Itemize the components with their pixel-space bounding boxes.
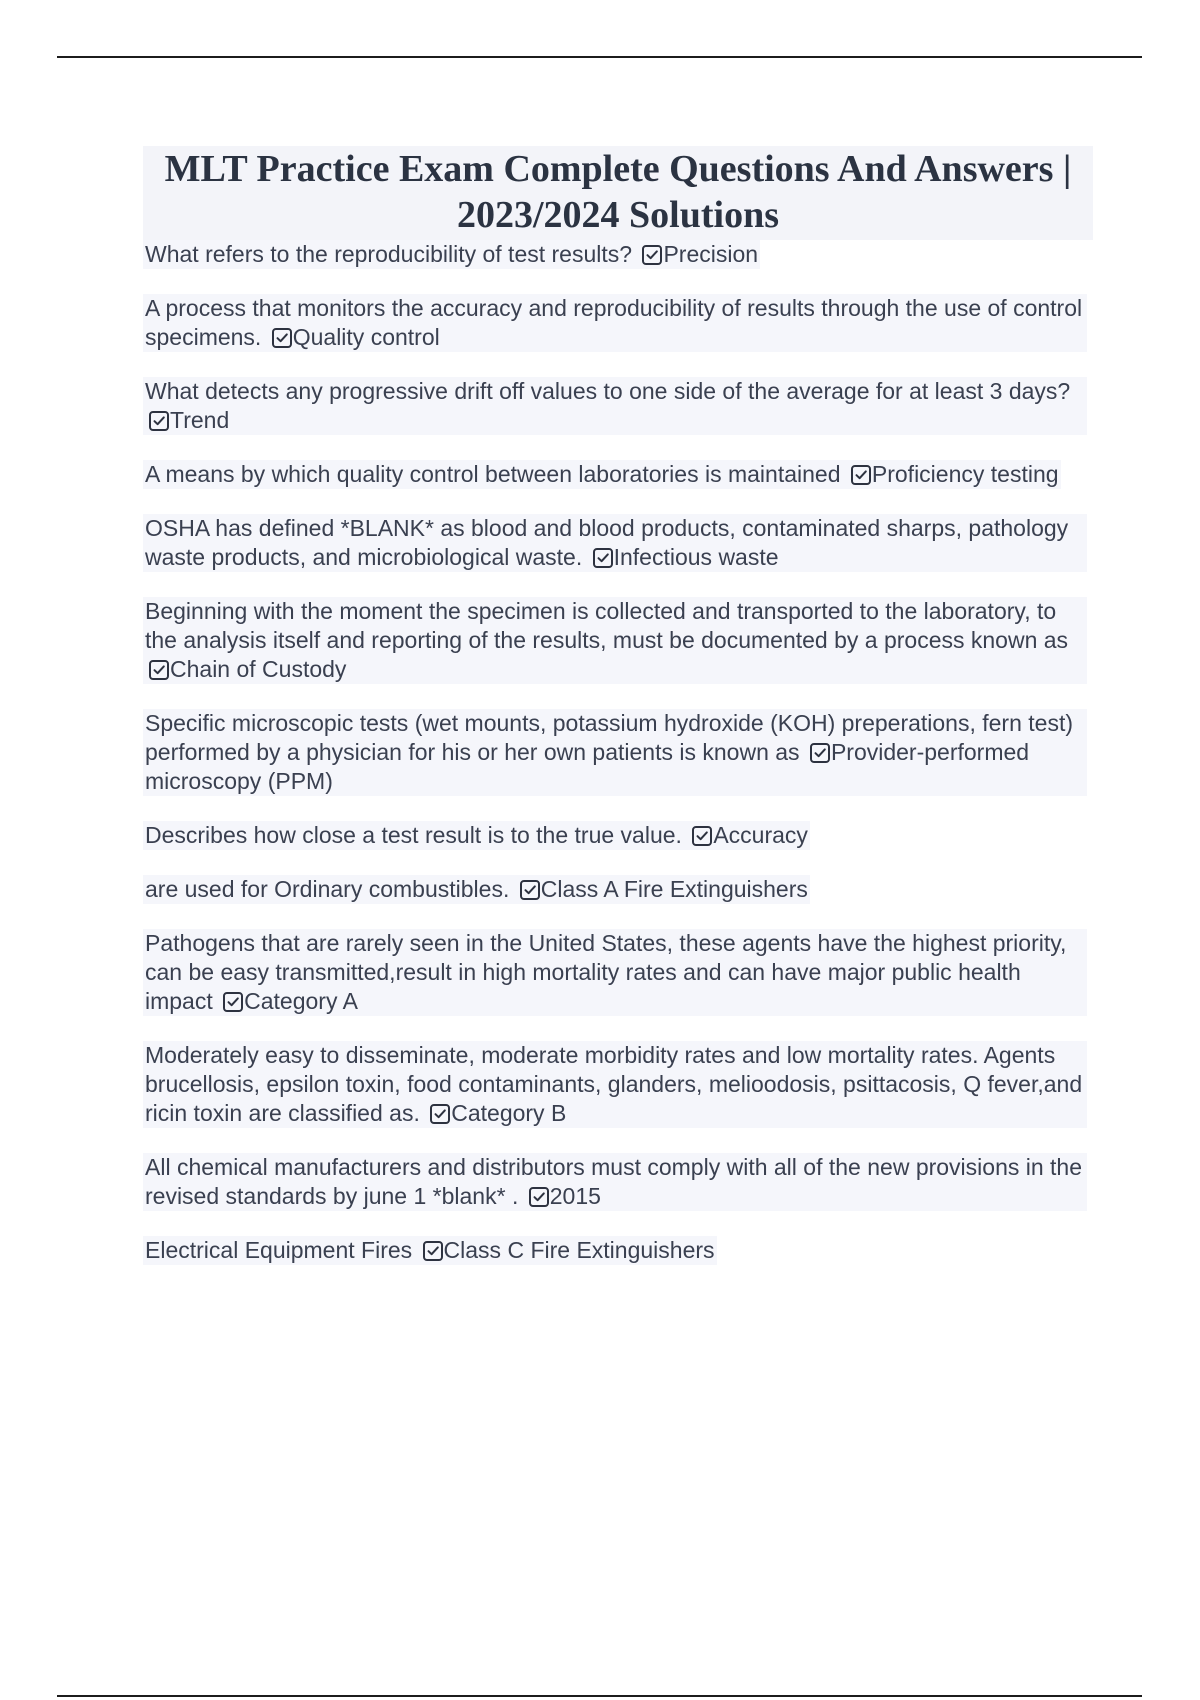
qa-item-wrapper [143,929,1093,1016]
qa-item [143,1153,1087,1211]
checked-box-icon [810,743,830,763]
checked-box-icon [851,465,871,485]
answer-text: 2015 [549,1183,601,1209]
checked-box-icon [593,548,613,568]
qa-item-wrapper [143,1041,1093,1128]
bottom-divider [57,1695,1142,1697]
question-text: Moderately easy to disseminate, moderate morbidity rates and low mortality rates. Agents brucellosis, epsilon toxin, food contaminants, glanders, melioodosis, psittacosis, Q fever,and ricin toxin are classified as. [145,1042,1083,1126]
answer-text: Precision [663,241,759,267]
qa-item [143,294,1087,352]
qa-item-wrapper [143,875,1093,904]
checked-box-icon [692,826,712,846]
qa-item-wrapper [143,460,1093,489]
qa-item-wrapper [143,1236,1093,1265]
question-text: Describes how close a test result is to the true value. [145,822,682,848]
question-text: Specific microscopic tests (wet mounts, potassium hydroxide (KOH) preperations, fern test) performed by a physician for his or her own patients is known as [145,710,1074,765]
question-text: A means by which quality control between laboratories is maintained [145,461,841,487]
qa-item-wrapper [143,709,1093,796]
qa-item [143,240,760,269]
qa-item-wrapper [143,821,1093,850]
question-text: A process that monitors the accuracy and reproducibility of results through the use of control specimens. [145,295,1083,350]
checked-box-icon [642,245,662,265]
qa-item [143,1041,1087,1128]
top-divider [57,56,1142,58]
answer-text: Accuracy [713,822,808,848]
question-text: What refers to the reproducibility of test results? [145,241,633,267]
document-title: MLT Practice Exam Complete Questions And Answers | 2023/2024 Solutions [143,146,1093,240]
qa-item-wrapper [143,294,1093,352]
checked-box-icon [423,1241,443,1261]
question-text: Electrical Equipment Fires [145,1237,413,1263]
checked-box-icon [520,880,540,900]
answer-text: Provider-performed microscopy (PPM) [145,739,1030,794]
answer-text: Infectious waste [613,544,779,570]
qa-item [143,460,1061,489]
answer-text: Proficiency testing [871,461,1059,487]
question-text: are used for Ordinary combustibles. [145,876,510,902]
checked-box-icon [149,660,169,680]
qa-item [143,597,1087,684]
document-body [143,146,1093,1290]
qa-item [143,377,1087,435]
checked-box-icon [272,328,292,348]
answer-text: Category B [451,1100,567,1126]
checked-box-icon [149,411,169,431]
answer-text: Chain of Custody [170,656,347,682]
question-text: Pathogens that are rarely seen in the United States, these agents have the highest priority, can be easy transmitted,result in high mortality rates and can have major public health impact [145,930,1067,1014]
question-text: What detects any progressive drift off values to one side of the average for at least 3 days? [145,378,1071,404]
qa-item [143,875,810,904]
qa-item [143,514,1087,572]
qa-item-wrapper [143,514,1093,572]
qa-item [143,709,1087,796]
answer-text: Class C Fire Extinguishers [443,1237,715,1263]
answer-text: Class A Fire Extinguishers [540,876,808,902]
qa-item-wrapper [143,240,1093,269]
answer-text: Trend [170,407,230,433]
qa-item-wrapper [143,1153,1093,1211]
question-text: All chemical manufacturers and distributors must comply with all of the new provisions in the revised standards by june 1 *blank* . [145,1154,1083,1209]
question-text: OSHA has defined *BLANK* as blood and blood products, contaminated sharps, pathology waste products, and microbiological waste. [145,515,1069,570]
answer-text: Category A [244,988,358,1014]
qa-item [143,821,810,850]
qa-item [143,929,1087,1016]
qa-item-wrapper [143,597,1093,684]
qa-list [143,240,1093,1265]
checked-box-icon [223,992,243,1012]
qa-item [143,1236,717,1265]
question-text: Beginning with the moment the specimen is collected and transported to the laboratory, to the analysis itself and reporting of the results, must be documented by a process known as [145,598,1069,653]
checked-box-icon [430,1104,450,1124]
answer-text: Quality control [292,324,440,350]
checked-box-icon [529,1187,549,1207]
qa-item-wrapper [143,377,1093,435]
